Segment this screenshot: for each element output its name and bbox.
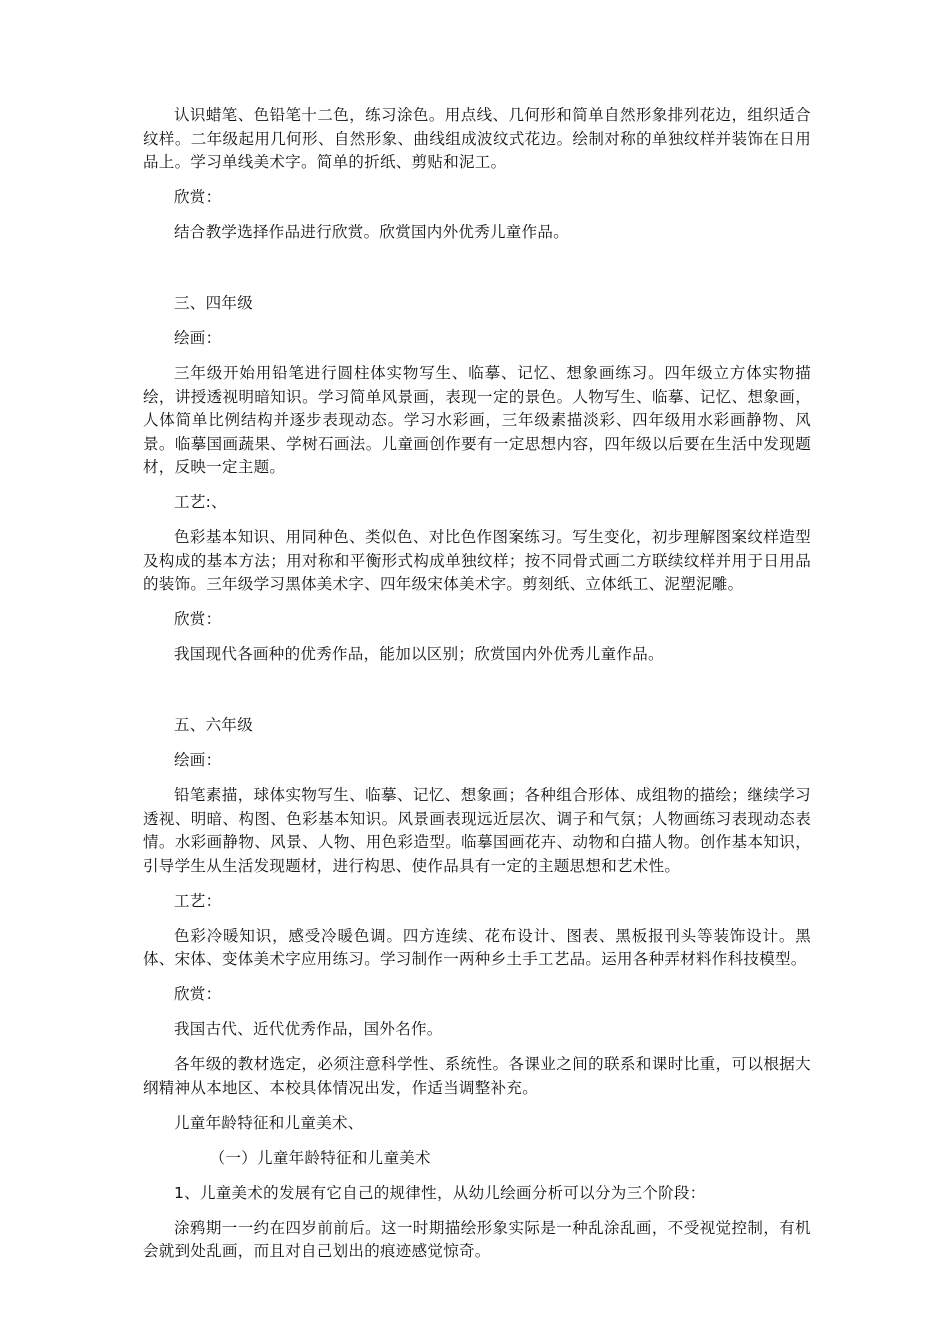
section-heading-grade-5-6: 五、六年级	[174, 716, 254, 734]
label-painting: 绘画：	[174, 329, 222, 347]
paragraph: 1、儿童美术的发展有它自己的规律性，从幼儿绘画分析可以分为三个阶段：	[174, 1183, 706, 1202]
label-painting: 绘画：	[174, 751, 222, 769]
section-gap	[143, 678, 811, 714]
subheading-numbered: （一）儿童年龄特征和儿童美术	[209, 1148, 431, 1167]
section-gap	[143, 256, 811, 292]
section-heading-grade-3-4: 三、四年级	[174, 294, 254, 312]
label-crafts: 工艺:、	[174, 493, 227, 511]
paragraph: 涂鸦期一一约在四岁前前后。这一时期描绘形象实际是一种乱涂乱画，不受视觉控制，有机会就到处乱画，而且对自己划出的痕迹感觉惊奇。	[143, 1218, 811, 1260]
paragraph: 三年级开始用铅笔进行圆柱体实物写生、临摹、记忆、想象画练习。四年级立方体实物描绘，讲授透视明暗知识。学习简单风景画，表现一定的景色。人物写生、临摹、记忆、想象画，人体简单比例结构并逐步表现动态。学习水彩画，三年级素描淡彩、四年级用水彩画静物、风景。临摹国画蔬果、学树石画法。儿童画创作要有一定思想内容，四年级以后要在生活中发现题材，反映一定主题。	[143, 364, 811, 476]
label-appreciation: 欣赏：	[174, 985, 222, 1003]
paragraph: 各年级的教材选定，必须注意科学性、系统性。各课业之间的联系和课时比重，可以根据大纲精神从本地区、本校具体情况出发，作适当调整补充。	[143, 1055, 811, 1097]
paragraph: 我国古代、近代优秀作品，国外名作。	[174, 1020, 443, 1038]
paragraph: 认识蜡笔、色铅笔十二色，练习涂色。用点线、几何形和简单自然形象排列花边，组织适合纹样。二年级起用几何形、自然形象、曲线组成波纹式花边。绘制对称的单独纹样并装饰在日用品上。学习单线美术字。简单的折纸、剪贴和泥工。	[143, 106, 811, 171]
paragraph: 结合教学选择作品进行欣赏。欣赏国内外优秀儿童作品。	[174, 223, 570, 241]
paragraph: 铅笔素描，球体实物写生、临摹、记忆、想象画；各种组合形体、成组物的描绘；继续学习透视、明暗、构图、色彩基本知识。风景画表现远近层次、调子和气氛；人物画练习表现动态表情。水彩画静物、风景、人物、用色彩造型。临摹国画花卉、动物和白描人物。创作基本知识，引导学生从生活发现题材，进行构思、使作品具有一定的主题思想和艺术性。	[143, 786, 811, 875]
paragraph: 色彩基本知识、用同种色、类似色、对比色作图案练习。写生变化，初步理解图案纹样造型及构成的基本方法；用对称和平衡形式构成单独纹样；按不同骨式画二方联续纹样并用于日用品的装饰。三年级学习黑体美术字、四年级宋体美术字。剪刻纸、立体纸工、泥塑泥雕。	[143, 528, 811, 593]
label-appreciation: 欣赏：	[174, 188, 222, 206]
paragraph: 我国现代各画种的优秀作品，能加以区别；欣赏国内外优秀儿童作品。	[174, 645, 664, 663]
paragraph: 色彩冷暖知识，感受冷暖色调。四方连续、花布设计、图表、黑板报刊头等装饰设计。黑体、宋体、变体美术字应用练习。学习制作一两种乡土手工艺品。运用各种弄材料作科技模型。	[143, 926, 811, 968]
label-crafts: 工艺：	[174, 891, 222, 910]
document-page	[143, 104, 811, 1275]
subheading: 儿童年龄特征和儿童美术、	[174, 1113, 364, 1132]
label-appreciation: 欣赏：	[174, 610, 222, 628]
